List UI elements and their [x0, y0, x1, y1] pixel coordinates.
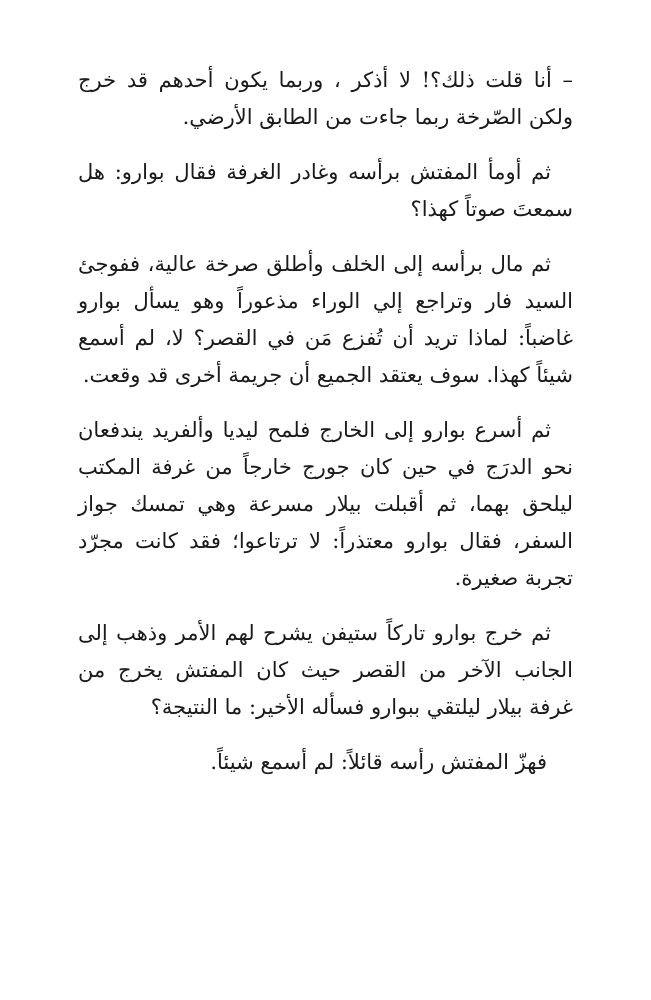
paragraph-inspector-leaves: ثم أومأ المفتش برأسه وغادر الغرفة فقال بوارو: هل سمعتَ صوتاً كهذا؟	[78, 160, 573, 221]
page-body	[78, 62, 573, 799]
paragraph-dialogue-1: – أنا قلت ذلك؟! لا أذكر ، وربما يكون أحدهم قد خرج ولكن الصّرخة ربما جاءت من الطابق الأرضي.	[78, 68, 573, 129]
paragraph-heard-nothing: فهزّ المفتش رأسه قائلاً: لم أسمع شيئاً.	[210, 750, 547, 774]
paragraph-rush-outside: ثم أسرع بوارو إلى الخارج فلمح ليديا وألفريد يندفعان نحو الدرَج في حين كان جورج خارجاً من غرفة المكتب ليلحق بهما، ثم أقبلت بيلار مسرعة وهي تمسك جواز السفر، فقال بوارو معتذراً: لا ترتاعوا؛ فقد كانت مجرّد تجربة صغيرة.	[78, 418, 573, 590]
paragraph-scream: ثم مال برأسه إلى الخلف وأطلق صرخة عالية، ففوجئ السيد فار وتراجع إلي الوراء مذعوراً وهو يسأل بوارو غاضباً: لماذا تريد أن تُفزع مَن في القصر؟ لا، لم أسمع شيئاً كهذا. سوف يعتقد الجميع أن جريمة أخرى قد وقعت.	[78, 252, 573, 387]
paragraph-other-side: ثم خرج بوارو تاركاً ستيفن يشرح لهم الأمر وذهب إلى الجانب الآخر من القصر حيث كان المفتش يخرج من غرفة بيلار ليلتقي ببوارو فسأله الأخير: ما النتيجة؟	[78, 621, 573, 719]
